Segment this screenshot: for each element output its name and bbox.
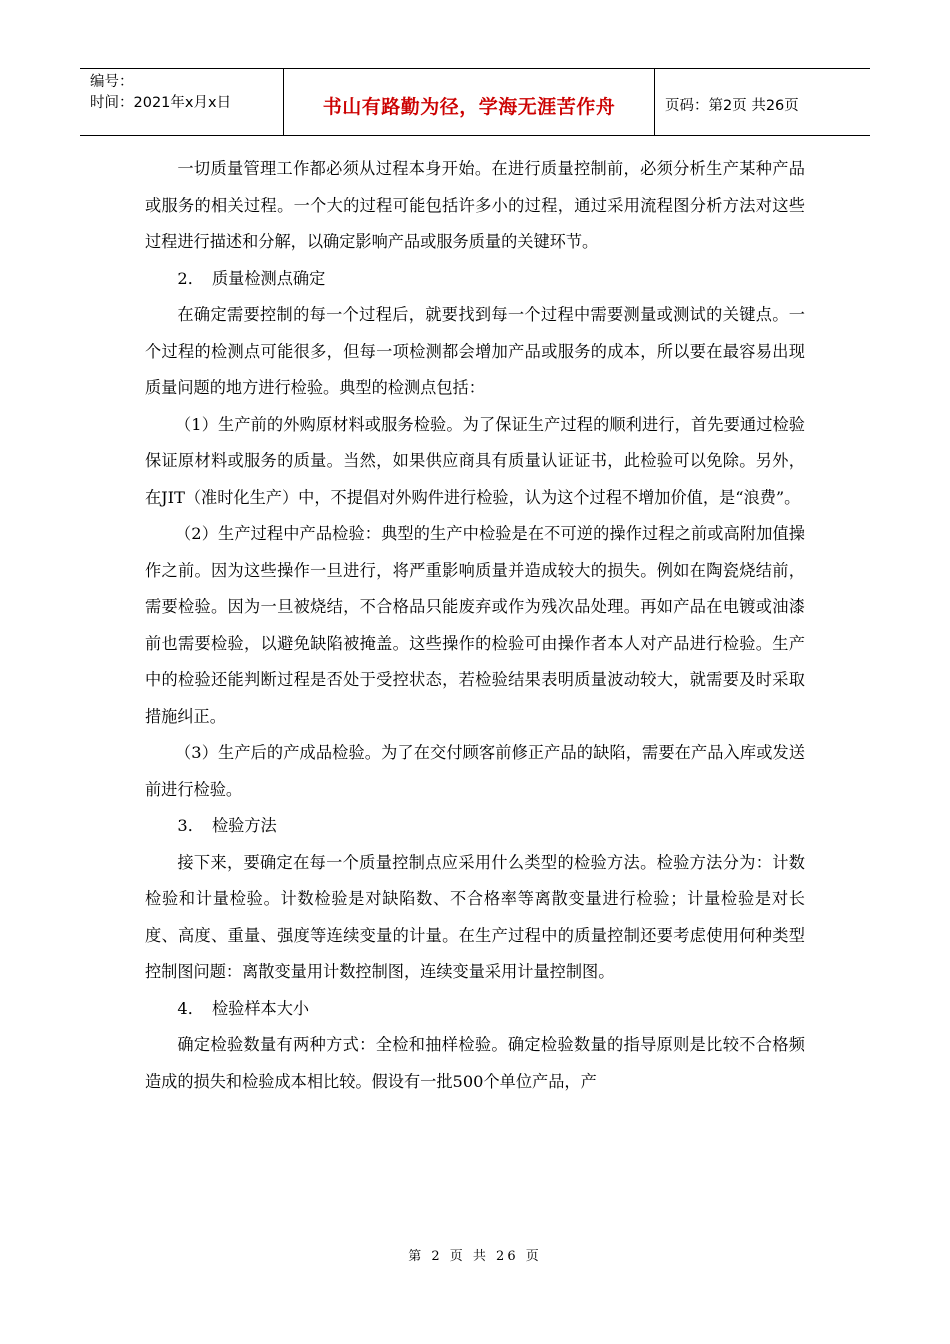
- paragraph: 在确定需要控制的每一个过程后，就要找到每一个过程中需要测量或测试的关键点。一个过程的检测点可能很多，但每一项检测都会增加产品或服务的成本，所以要在最容易出现质量问题的地方进行检验。典型的检测点包括：: [145, 305, 805, 397]
- time-label: 时间：2021年x月x日: [90, 95, 232, 111]
- page-header: [80, 68, 870, 136]
- number-label: 编号：: [90, 74, 134, 90]
- section-heading: 4． 检验样本大小: [177, 998, 310, 1018]
- paragraph: 一切质量管理工作都必须从过程本身开始。在进行质量控制前，必须分析生产某种产品或服务的相关过程。一个大的过程可能包括许多小的过程，通过采用流程图分析方法对这些过程进行描述和分解，以确定影响产品或服务质量的关键环节。: [145, 159, 805, 251]
- motto-text: 书山有路勤为径，学海无涯苦作舟: [322, 95, 616, 118]
- header-meta-cell: [80, 69, 284, 135]
- paragraph: 确定检验数量有两种方式：全检和抽样检验。确定检验数量的指导原则是比较不合格频造成的损失和检验成本相比较。假设有一批500个单位产品，产: [145, 1035, 805, 1091]
- list-paragraph: （2）生产过程中产品检验：典型的生产中检验是在不可逆的操作过程之前或高附加值操作之前。因为这些操作一旦进行，将严重影响质量并造成较大的损失。例如在陶瓷烧结前，需要检验。因为一旦被烧结，不合格品只能废弃或作为残次品处理。再如产品在电镀或油漆前也需要检验，以避免缺陷被掩盖。这些操作的检验可由操作者本人对产品进行检验。生产中的检验还能判断过程是否处于受控状态，若检验结果表明质量波动较大，就需要及时采取措施纠正。: [145, 524, 805, 726]
- document-body: [145, 151, 805, 1100]
- section-heading: 2． 质量检测点确定: [177, 268, 326, 288]
- list-paragraph: （1）生产前的外购原材料或服务检验。为了保证生产过程的顺利进行，首先要通过检验保证原材料或服务的质量。当然，如果供应商具有质量认证证书，此检验可以免除。另外，在JIT（准时化生产）中，不提倡对外购件进行检验，认为这个过程不增加价值，是“浪费”。: [145, 414, 805, 507]
- list-paragraph: （3）生产后的产成品检验。为了在交付顾客前修正产品的缺陷，需要在产品入库或发送前进行检验。: [145, 743, 805, 799]
- paragraph: 接下来，要确定在每一个质量控制点应采用什么类型的检验方法。检验方法分为：计数检验和计量检验。计数检验是对缺陷数、不合格率等离散变量进行检验；计量检验是对长度、高度、重量、强度等连续变量的计量。在生产过程中的质量控制还要考虑使用何种类型控制图问题：离散变量用计数控制图，连续变量采用计量控制图。: [145, 852, 805, 981]
- header-page-cell: [655, 69, 870, 135]
- header-motto-cell: [284, 69, 655, 135]
- page-footer: 第 2 页 共 26 页: [408, 1249, 542, 1264]
- section-heading: 3． 检验方法: [177, 816, 277, 835]
- page-code: 页码：第2页 共26页: [665, 97, 799, 114]
